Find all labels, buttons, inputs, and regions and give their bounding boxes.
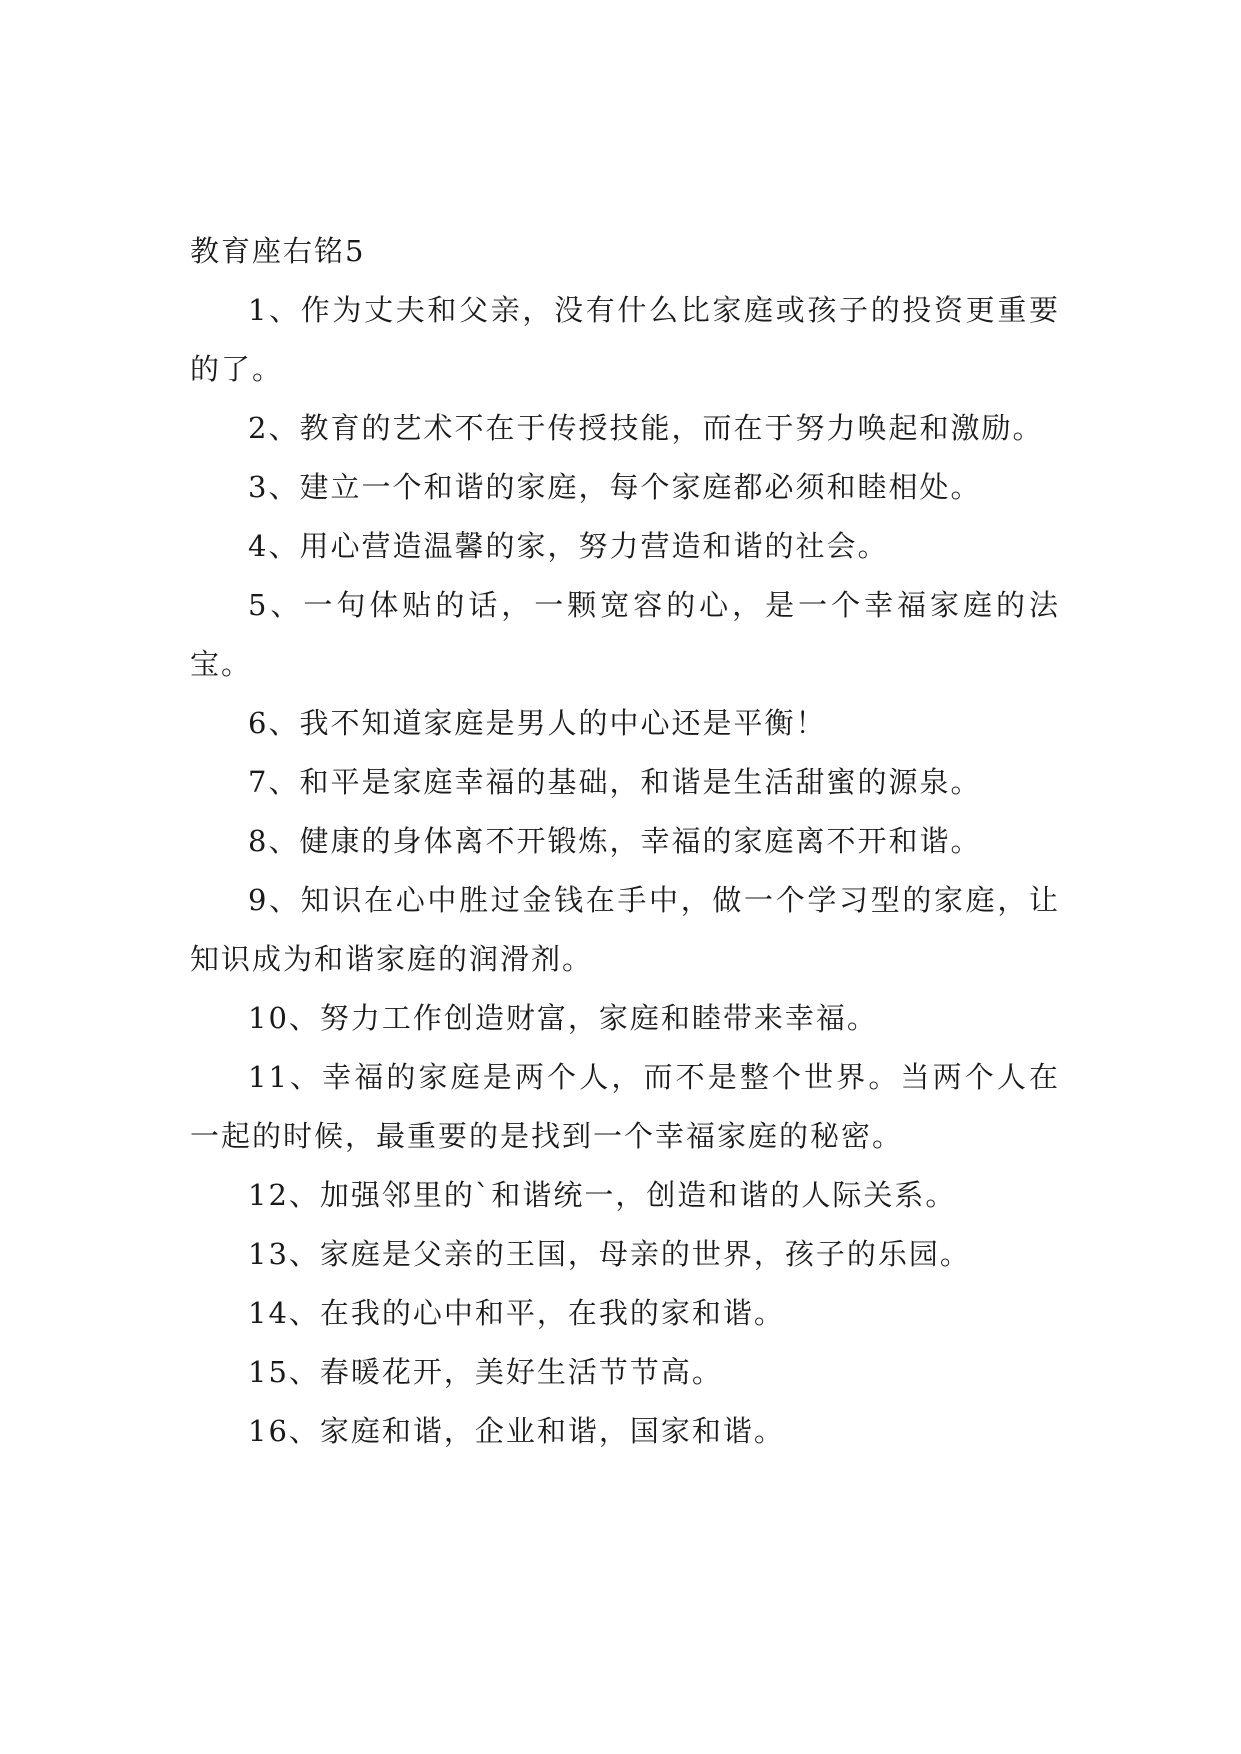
document-title: 教育座右铭5 — [190, 234, 366, 268]
paragraph-13: 13、家庭是父亲的王国，母亲的世界，孩子的乐园。 — [248, 1237, 971, 1271]
paragraph-3: 3、建立一个和谐的家庭，每个家庭都必须和睦相处。 — [248, 470, 982, 504]
paragraph-10: 10、努力工作创造财富，家庭和睦带来幸福。 — [248, 1001, 878, 1035]
paragraph-1: 1、作为丈夫和父亲，没有什么比家庭或孩子的投资更重要的了。 — [190, 293, 1060, 386]
paragraph-11: 11、幸福的家庭是两个人，而不是整个世界。当两个人在一起的时候，最重要的是找到一个幸福家庭的秘密。 — [190, 1060, 1060, 1153]
paragraph-16: 16、家庭和谐，企业和谐，国家和谐。 — [248, 1414, 785, 1448]
paragraph-4: 4、用心营造温馨的家，努力营造和谐的社会。 — [248, 529, 889, 563]
paragraph-9: 9、知识在心中胜过金钱在手中，做一个学习型的家庭，让知识成为和谐家庭的润滑剂。 — [190, 883, 1060, 976]
paragraph-12: 12、加强邻里的`和谐统一，创造和谐的人际关系。 — [248, 1178, 957, 1212]
document-body — [190, 222, 1060, 1461]
paragraph-5: 5、一句体贴的话，一颗宽容的心，是一个幸福家庭的法宝。 — [190, 588, 1060, 681]
paragraph-2: 2、教育的艺术不在于传授技能，而在于努力唤起和激励。 — [248, 411, 1044, 445]
paragraph-15: 15、春暖花开，美好生活节节高。 — [248, 1355, 723, 1389]
paragraph-8: 8、健康的身体离不开锻炼，幸福的家庭离不开和谐。 — [248, 824, 982, 858]
paragraph-6: 6、我不知道家庭是男人的中心还是平衡！ — [248, 706, 827, 740]
paragraph-14: 14、在我的心中和平，在我的家和谐。 — [248, 1296, 785, 1330]
paragraph-7: 7、和平是家庭幸福的基础，和谐是生活甜蜜的源泉。 — [248, 765, 982, 799]
